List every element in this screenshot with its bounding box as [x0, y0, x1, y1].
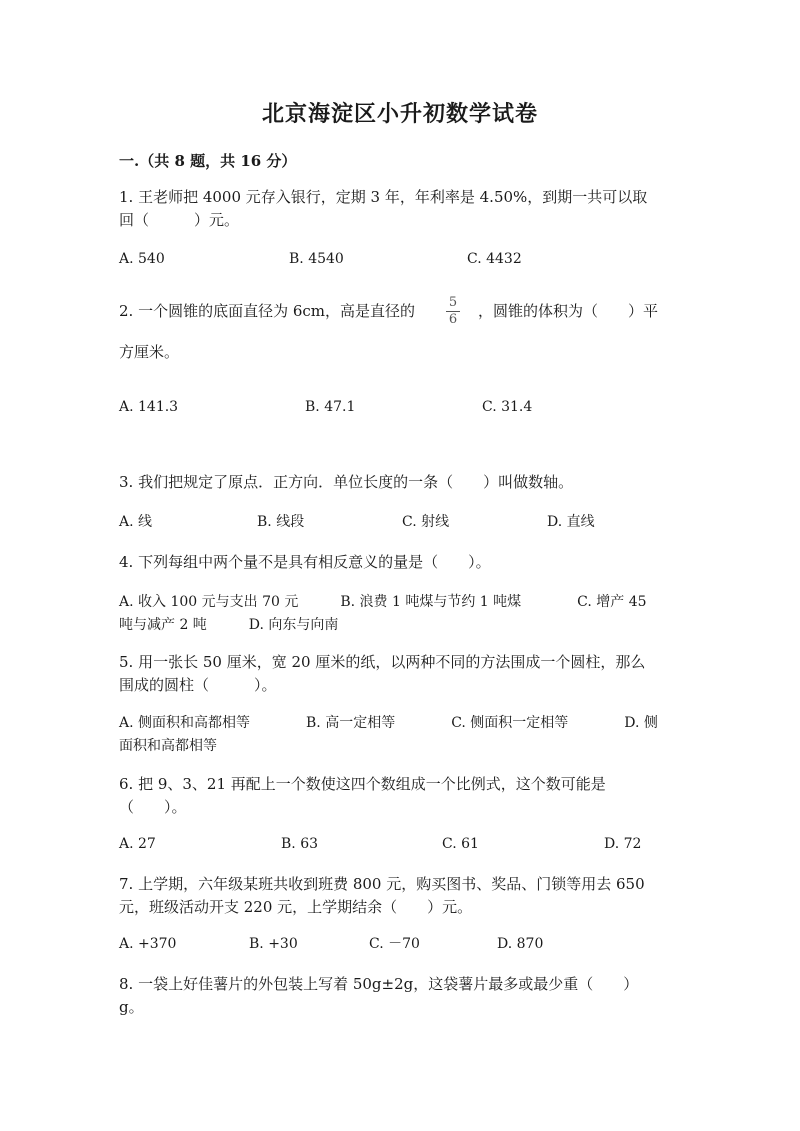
question-4-options-line-2: 吨与减产 2 吨 D. 向东与向南	[119, 617, 339, 633]
question-2-options	[119, 396, 679, 419]
fraction-denominator: 6	[448, 312, 458, 327]
option-a: A. +370	[119, 936, 177, 952]
question-8-line-1: 8. 一袋上好佳薯片的外包装上写着 50g±2g，这袋薯片最多或最少重（ ）	[119, 975, 639, 993]
option-a: A. 540	[119, 251, 165, 267]
question-5-options-line-2: 面积和高都相等	[119, 738, 217, 754]
option-c: C. －70	[369, 936, 420, 952]
question-5-line-1: 5. 用一张长 50 厘米，宽 20 厘米的纸，以两种不同的方法围成一个圆柱，那么	[119, 653, 646, 671]
question-5-line-2: 围成的圆柱（ ）。	[119, 676, 277, 694]
question-2-text-b: ，圆锥的体积为（ ）平	[478, 302, 659, 320]
option-b: B. 线段	[257, 514, 305, 530]
option-d: D. 870	[497, 936, 544, 952]
option-b: B. 63	[281, 836, 319, 852]
question-1	[119, 186, 679, 232]
option-d: D. 直线	[547, 514, 595, 530]
question-7	[119, 873, 679, 919]
question-6	[119, 773, 679, 819]
question-5-options-line-1: A. 侧面积和高都相等 B. 高一定相等 C. 侧面积一定相等 D. 侧	[119, 715, 658, 731]
option-b: B. +30	[249, 936, 298, 952]
option-a: A. 27	[119, 836, 156, 852]
question-8-line-2: g。	[119, 998, 144, 1016]
option-b: B. 47.1	[305, 399, 356, 415]
option-c: C. 射线	[402, 514, 450, 530]
question-5-options	[119, 712, 679, 758]
section-heading: 一.（共 8 题，共 16 分）	[119, 152, 297, 170]
option-c: C. 31.4	[482, 399, 533, 415]
option-a: A. 141.3	[119, 399, 179, 415]
question-4: 4. 下列每组中两个量不是具有相反意义的量是（ ）。	[119, 553, 491, 571]
question-7-options	[119, 933, 679, 956]
option-c: C. 61	[442, 836, 479, 852]
question-7-line-2: 元，班级活动开支 220 元，上学期结余（ ）元。	[119, 898, 473, 916]
question-2-text-a: 2. 一个圆锥的底面直径为 6cm，高是直径的	[119, 302, 416, 320]
option-c: C. 4432	[467, 251, 522, 267]
question-7-line-1: 7. 上学期，六年级某班共收到班费 800 元，购买图书、奖品、门锁等用去 650	[119, 875, 645, 893]
question-5	[119, 651, 679, 697]
question-1-line-1: 1. 王老师把 4000 元存入银行，定期 3 年，年利率是 4.50%，到期一共可以取	[119, 188, 648, 206]
option-a: A. 线	[119, 514, 153, 530]
question-2-text-b-wrap	[478, 300, 678, 323]
question-3-options	[119, 511, 679, 534]
question-8	[119, 973, 679, 1019]
question-6-line-1: 6. 把 9、3、21 再配上一个数使这四个数组成一个比例式，这个数可能是	[119, 775, 606, 793]
question-6-line-2: （ ）。	[119, 798, 187, 816]
option-d: D. 72	[604, 836, 642, 852]
fraction	[443, 295, 463, 328]
question-2-line-2: 方厘米。	[119, 343, 180, 361]
question-1-options	[119, 248, 679, 271]
question-3: 3. 我们把规定了原点．正方向．单位长度的一条（ ）叫做数轴。	[119, 473, 574, 491]
exam-title: 北京海淀区小升初数学试卷	[261, 101, 538, 127]
option-b: B. 4540	[289, 251, 344, 267]
question-4-options-line-1: A. 收入 100 元与支出 70 元 B. 浪费 1 吨煤与节约 1 吨煤 C. 增产 45	[119, 594, 647, 610]
question-6-options	[119, 833, 679, 856]
question-4-options	[119, 591, 679, 637]
fraction-numerator: 5	[448, 295, 458, 310]
question-1-line-2: 回（ ）元。	[119, 211, 240, 229]
